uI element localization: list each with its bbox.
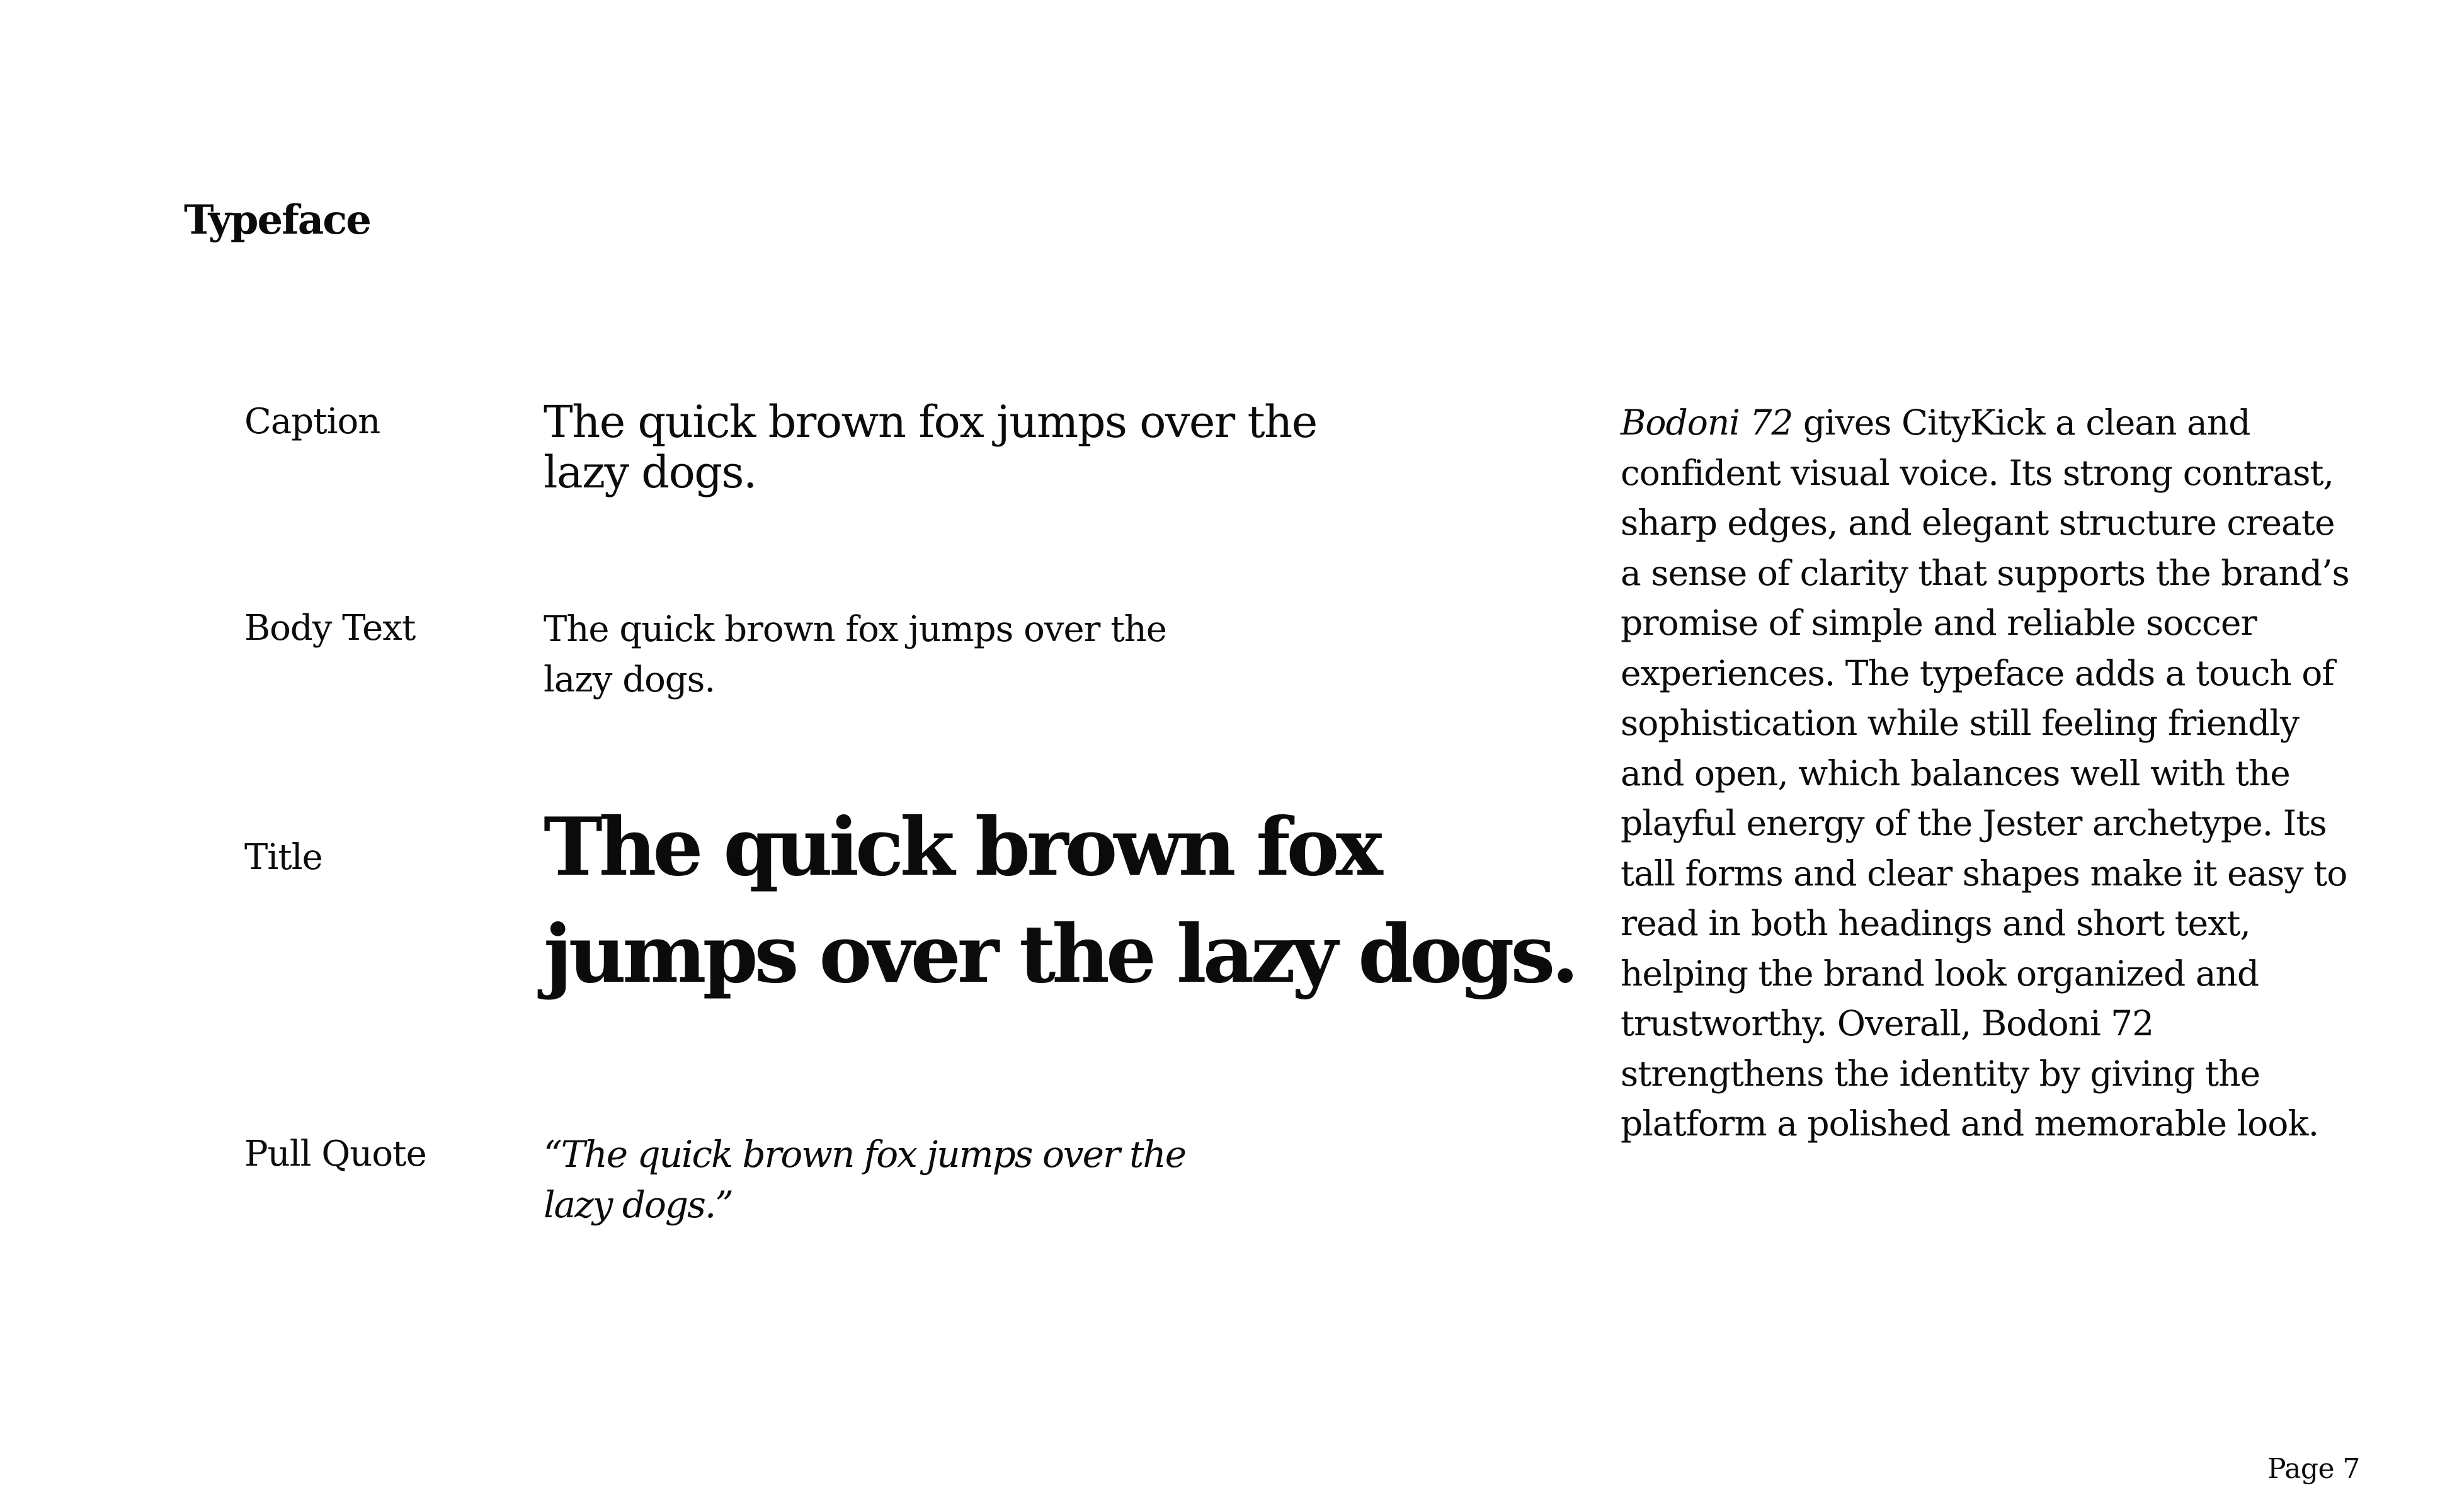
row-label-body-text: Body Text: [244, 608, 416, 649]
row-label-caption: Caption: [244, 401, 380, 442]
section-heading: Typeface: [184, 196, 370, 244]
page-number: Page 7: [2267, 1453, 2361, 1485]
typeface-description: [1621, 398, 2361, 1149]
typeface-name: Bodoni 72: [1621, 402, 1793, 443]
row-label-pull-quote: Pull Quote: [244, 1134, 426, 1174]
sample-pull-quote: “The quick brown fox jumps over the lazy dogs.”: [544, 1133, 1186, 1226]
sample-body-text: The quick brown fox jumps over the lazy dogs.: [544, 609, 1166, 700]
sample-caption: The quick brown fox jumps over the lazy dogs.: [544, 396, 1317, 498]
sample-title: The quick brown fox jumps over the lazy dogs.: [544, 800, 1576, 1001]
row-label-title: Title: [244, 837, 322, 878]
description-text: gives CityKick a clean and confident visual voice. Its strong contrast, sharp edges, and elegant structure create a sense of clarity that supports the brand’s promise of simple and reliable soccer experiences. The typeface adds a touch of sophistication while still feeling friendly and open, which balances well with the playful energy of the Jester archetype. Its tall forms and clear shapes make it easy to read in both headings and short text, helping the brand look organized and trustworthy. Overall, Bodoni 72 strengthens the identity by giving the platform a polished and memorable look.: [1621, 402, 2349, 1144]
